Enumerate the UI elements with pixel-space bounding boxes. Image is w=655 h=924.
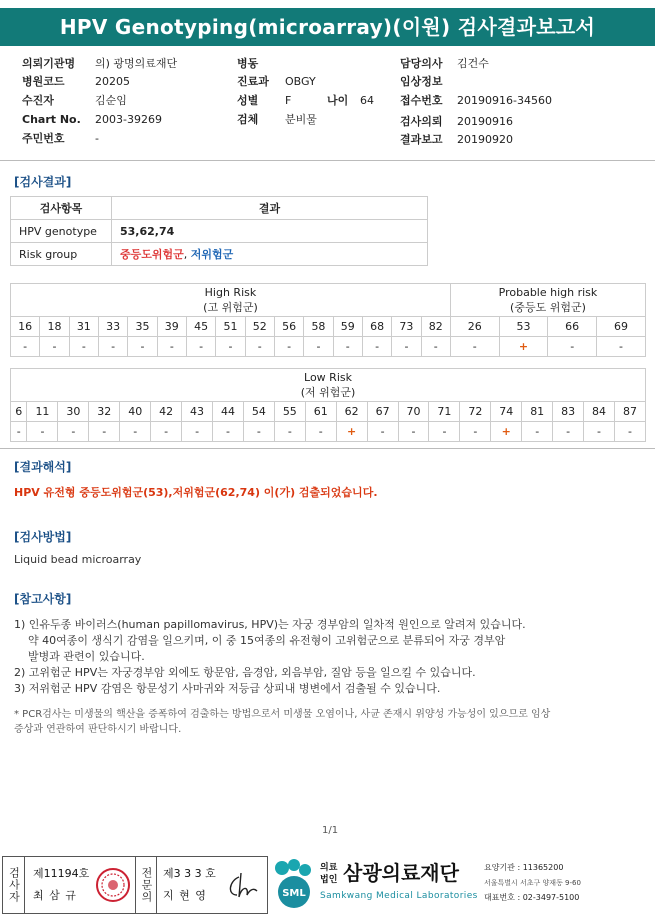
genotype-cell-66: 66 bbox=[548, 317, 597, 337]
label-clinical-info: 임상정보 bbox=[400, 75, 443, 88]
genotype-cell-68: 68 bbox=[362, 317, 391, 337]
label-specimen: 검체 bbox=[237, 113, 259, 126]
risk-low: 저위험군 bbox=[190, 248, 234, 261]
specialist-license: 제3 3 3 호 bbox=[163, 867, 216, 880]
genotype-result-54: - bbox=[243, 422, 274, 442]
signature-box bbox=[2, 856, 268, 914]
genotype-cell-61: 61 bbox=[305, 402, 336, 422]
label-report-date: 결과보고 bbox=[400, 133, 443, 146]
genotype-cell-30: 30 bbox=[58, 402, 89, 422]
genotype-result-83: - bbox=[553, 422, 584, 442]
genotype-result-16: - bbox=[11, 337, 40, 357]
genotype-cell-11: 11 bbox=[27, 402, 58, 422]
genotype-result-58: - bbox=[304, 337, 333, 357]
probable-high-risk-title: Probable high risk bbox=[498, 286, 598, 299]
genotype-result-6: - bbox=[11, 422, 27, 442]
genotype-result-35: - bbox=[128, 337, 157, 357]
genotype-result-66: - bbox=[548, 337, 597, 357]
genotype-value bbox=[112, 220, 428, 243]
genotype-cell-6: 6 bbox=[11, 402, 27, 422]
section-results-title: [검사결과] bbox=[14, 175, 72, 189]
genotype-result-62: + bbox=[336, 422, 367, 442]
value-requesting-institution: 의) 광명의료재단 bbox=[95, 57, 178, 70]
genotype-cell-39: 39 bbox=[157, 317, 186, 337]
genotype-cell-58: 58 bbox=[304, 317, 333, 337]
genotype-cell-44: 44 bbox=[213, 402, 244, 422]
genotype-result-55: - bbox=[274, 422, 305, 442]
risk-group-value bbox=[112, 243, 428, 266]
note-line: 2) 고위험군 HPV는 자궁경부암 외에도 항문암, 음경암, 외음부암, 질암 등을 일으킬 수 있습니다. bbox=[14, 666, 476, 679]
label-request-date: 검사의뢰 bbox=[400, 115, 443, 128]
label-resident-no: 주민번호 bbox=[22, 132, 65, 145]
org-address: 서울특별시 서초구 양재동 9-60 bbox=[484, 879, 581, 887]
genotype-result-73: - bbox=[392, 337, 421, 357]
high-risk-subtitle: (고 위험군) bbox=[203, 301, 258, 314]
label-patient: 수진자 bbox=[22, 94, 54, 107]
section-notes-title: [참고사항] bbox=[14, 592, 72, 606]
examiner-license: 제11194호 bbox=[33, 867, 90, 880]
genotype-result-51: - bbox=[216, 337, 245, 357]
high-risk-header bbox=[11, 284, 451, 317]
risk-intermediate: 중등도위험군 bbox=[120, 248, 184, 261]
value-patient: 김순임 bbox=[95, 94, 127, 107]
risk-separator: , bbox=[183, 248, 191, 261]
genotype-result-44: - bbox=[213, 422, 244, 442]
value-receipt-no: 20190916-34560 bbox=[457, 94, 552, 107]
genotype-result-32: - bbox=[89, 422, 120, 442]
label-receipt-no: 접수번호 bbox=[400, 94, 443, 107]
genotype-result-67: - bbox=[367, 422, 398, 442]
method-text: Liquid bead microarray bbox=[14, 553, 142, 566]
note-line: 발병과 관련이 있습니다. bbox=[14, 650, 145, 663]
genotype-result-81: - bbox=[522, 422, 553, 442]
genotype-result-30: - bbox=[58, 422, 89, 442]
examiner-seal-stamp bbox=[95, 867, 131, 903]
org-phone: 대표번호 : 02-3497-5100 bbox=[484, 893, 580, 902]
value-hospital-code: 20205 bbox=[95, 75, 130, 88]
genotype-result-59: - bbox=[333, 337, 362, 357]
genotype-result-82: - bbox=[421, 337, 450, 357]
note-line: 3) 저위험군 HPV 감염은 항문성기 사마귀와 저등급 상피내 병변에서 검출될 수 있습니다. bbox=[14, 682, 441, 695]
value-sex: F bbox=[285, 94, 292, 107]
genotype-cell-70: 70 bbox=[398, 402, 429, 422]
label-age: 나이 bbox=[327, 94, 349, 107]
low-risk-subtitle: (저 위험군) bbox=[300, 386, 356, 399]
examiner-name: 최 삼 규 bbox=[33, 889, 77, 902]
value-department: OBGY bbox=[285, 75, 316, 88]
org-small-label-2: 법인 bbox=[320, 875, 338, 885]
genotype-cell-42: 42 bbox=[151, 402, 182, 422]
genotype-cell-87: 87 bbox=[615, 402, 646, 422]
footnote-line-1: * PCR검사는 미생물의 핵산을 증폭하여 검출하는 방법으로서 미생물 오염이나, 사균 존재시 위양성 가능성이 있으므로 임상 bbox=[14, 709, 551, 720]
label-hospital-code: 병원코드 bbox=[22, 75, 65, 88]
results-header-result: 결과 bbox=[112, 197, 428, 220]
genotype-result-84: - bbox=[584, 422, 615, 442]
genotype-cell-81: 81 bbox=[522, 402, 553, 422]
section-method-title: [검사방법] bbox=[14, 530, 72, 544]
genotype-cell-45: 45 bbox=[186, 317, 215, 337]
genotype-cell-32: 32 bbox=[89, 402, 120, 422]
value-resident-no: - bbox=[95, 132, 99, 145]
org-name: 삼광의료재단 bbox=[343, 861, 459, 885]
value-physician: 김건수 bbox=[457, 57, 489, 70]
label-sex: 성별 bbox=[237, 94, 259, 107]
probable-high-risk-header bbox=[450, 284, 645, 317]
genotype-label: HPV genotype bbox=[11, 220, 112, 243]
results-divider bbox=[0, 448, 655, 449]
genotype-cell-43: 43 bbox=[182, 402, 213, 422]
genotype-result-43: - bbox=[182, 422, 213, 442]
genotype-cell-59: 59 bbox=[333, 317, 362, 337]
genotype-result-56: - bbox=[274, 337, 303, 357]
high-risk-title: High Risk bbox=[204, 286, 257, 299]
interpretation-text: HPV 유전형 중등도위험군(53),저위험군(62,74) 이(가) 검출되었습니다. bbox=[14, 486, 378, 499]
genotype-cell-54: 54 bbox=[243, 402, 274, 422]
specialist-label-text: 전문의 bbox=[140, 867, 153, 903]
genotype-cell-18: 18 bbox=[40, 317, 69, 337]
genotype-result-39: - bbox=[157, 337, 186, 357]
section-interpretation-title: [결과해석] bbox=[14, 460, 72, 474]
genotype-cell-73: 73 bbox=[392, 317, 421, 337]
genotype-result-74: + bbox=[491, 422, 522, 442]
org-english-name: Samkwang Medical Laboratories bbox=[320, 891, 478, 901]
genotype-value-text: 53,62,74 bbox=[120, 224, 175, 238]
genotype-cell-72: 72 bbox=[460, 402, 491, 422]
genotype-cell-40: 40 bbox=[120, 402, 151, 422]
genotype-result-61: - bbox=[305, 422, 336, 442]
genotype-cell-67: 67 bbox=[367, 402, 398, 422]
genotype-result-18: - bbox=[40, 337, 69, 357]
value-age: 64 bbox=[360, 94, 374, 107]
genotype-result-69: - bbox=[597, 337, 646, 357]
note-line: 1) 인유두종 바이러스(human papillomavirus, HPV)는 자궁 경부암의 일차적 원인으로 알려져 있습니다. bbox=[14, 618, 526, 631]
sml-logo-text: SML bbox=[282, 888, 306, 899]
specialist-name: 지 현 영 bbox=[163, 889, 207, 902]
header-divider bbox=[0, 160, 655, 161]
genotype-result-40: - bbox=[120, 422, 151, 442]
genotype-cell-33: 33 bbox=[98, 317, 127, 337]
genotype-cell-53: 53 bbox=[499, 317, 548, 337]
genotype-cell-84: 84 bbox=[584, 402, 615, 422]
page-number: 1/1 bbox=[322, 825, 339, 836]
label-ward: 병동 bbox=[237, 57, 259, 70]
label-chart-no: Chart No. bbox=[22, 113, 81, 126]
specialist-signature bbox=[225, 871, 265, 901]
genotype-cell-16: 16 bbox=[11, 317, 40, 337]
genotype-result-31: - bbox=[69, 337, 98, 357]
results-header-item: 검사항목 bbox=[11, 197, 112, 220]
genotype-cell-51: 51 bbox=[216, 317, 245, 337]
results-table bbox=[10, 196, 428, 266]
genotype-result-42: - bbox=[151, 422, 182, 442]
genotype-result-11: - bbox=[27, 422, 58, 442]
label-department: 진료과 bbox=[237, 75, 269, 88]
genotype-cell-55: 55 bbox=[274, 402, 305, 422]
genotype-result-71: - bbox=[429, 422, 460, 442]
examiner-label-text: 검사자 bbox=[7, 867, 21, 903]
low-risk-title: Low Risk bbox=[304, 371, 352, 384]
org-small-label-1: 의료 bbox=[320, 863, 338, 873]
genotype-result-72: - bbox=[460, 422, 491, 442]
genotype-cell-71: 71 bbox=[429, 402, 460, 422]
org-code: 요양기관 : 11365200 bbox=[484, 863, 564, 872]
value-specimen: 분비물 bbox=[285, 113, 317, 126]
genotype-result-26: - bbox=[450, 337, 499, 357]
genotype-result-52: - bbox=[245, 337, 274, 357]
genotype-cell-62: 62 bbox=[336, 402, 367, 422]
genotype-result-87: - bbox=[615, 422, 646, 442]
footnote-line-2: 증상과 연관하여 판단하시기 바랍니다. bbox=[14, 724, 182, 735]
low-risk-grid bbox=[10, 368, 646, 442]
value-report-date: 20190920 bbox=[457, 133, 513, 146]
genotype-result-33: - bbox=[98, 337, 127, 357]
genotype-cell-56: 56 bbox=[274, 317, 303, 337]
probable-high-risk-subtitle: (중등도 위험군) bbox=[510, 301, 586, 314]
genotype-result-45: - bbox=[186, 337, 215, 357]
genotype-result-53: + bbox=[499, 337, 548, 357]
value-request-date: 20190916 bbox=[457, 115, 513, 128]
genotype-cell-83: 83 bbox=[553, 402, 584, 422]
label-physician: 담당의사 bbox=[400, 57, 443, 70]
genotype-cell-69: 69 bbox=[597, 317, 646, 337]
genotype-cell-52: 52 bbox=[245, 317, 274, 337]
genotype-result-68: - bbox=[362, 337, 391, 357]
label-requesting-institution: 의뢰기관명 bbox=[22, 57, 76, 70]
examiner-label bbox=[3, 857, 25, 913]
specialist-label bbox=[135, 857, 157, 913]
genotype-cell-74: 74 bbox=[491, 402, 522, 422]
value-chart-no: 2003-39269 bbox=[95, 113, 162, 126]
genotype-cell-31: 31 bbox=[69, 317, 98, 337]
low-risk-header bbox=[11, 369, 646, 402]
sml-logo-icon bbox=[272, 858, 318, 910]
high-risk-grid bbox=[10, 283, 646, 357]
genotype-cell-26: 26 bbox=[450, 317, 499, 337]
patient-info bbox=[0, 55, 655, 155]
genotype-cell-35: 35 bbox=[128, 317, 157, 337]
genotype-cell-82: 82 bbox=[421, 317, 450, 337]
genotype-result-70: - bbox=[398, 422, 429, 442]
report-title: HPV Genotyping(microarray)(이원) 검사결과보고서 bbox=[0, 8, 655, 46]
note-line: 약 40여종이 생식기 감염을 일으키며, 이 중 15여종의 유전형이 고위험군으로 분류되어 자궁 경부암 bbox=[14, 634, 506, 647]
risk-group-label: Risk group bbox=[11, 243, 112, 266]
